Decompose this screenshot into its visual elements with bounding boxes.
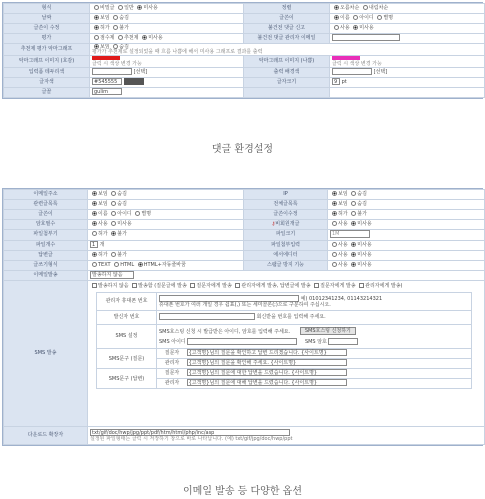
label-font-family: 글꼴: [4, 87, 90, 97]
radio-w-name[interactable]: [92, 211, 97, 216]
radio-ai-use[interactable]: [332, 242, 337, 247]
good-color-swatch[interactable]: [92, 56, 120, 60]
font-family-cell: [90, 87, 244, 97]
bad-color-swatch[interactable]: [332, 56, 360, 60]
radio-ip-hide[interactable]: [351, 191, 356, 196]
label-font-size: 글자크기: [244, 77, 330, 87]
radio-all-show[interactable]: [332, 201, 337, 206]
spam-radios[interactable]: 사용 미사용: [328, 260, 485, 270]
admin-phone-input[interactable]: [159, 295, 299, 302]
border-color-cell: [90, 67, 244, 77]
radio-attach-deny[interactable]: [111, 231, 116, 236]
sms-id-input[interactable]: [187, 338, 297, 345]
sms-setting-label: SMS 설정: [97, 325, 157, 349]
radio-show[interactable]: [94, 15, 99, 20]
radio-reply-allow[interactable]: [92, 252, 97, 257]
radio-all-hide[interactable]: [351, 201, 356, 206]
radio-asc[interactable]: [334, 5, 339, 10]
label-admin-email: 불건전 댓글 관리자 이메일: [244, 34, 330, 44]
caption-comment-settings: 댓글 환경설정: [211, 144, 274, 155]
check-a-asker[interactable]: [314, 283, 319, 288]
label-guest-post: ⚷비회원개글: [244, 220, 328, 230]
radio-editor-nouse[interactable]: [351, 252, 356, 257]
file-count-cell: [88, 240, 244, 250]
label-email: 이메일주소: [4, 190, 88, 200]
radio-editor-use[interactable]: [332, 252, 337, 257]
label-attach: 파일첨부기: [4, 230, 88, 241]
label-reply: 답변글: [4, 250, 88, 260]
writer-radios[interactable]: 이름 아이디 별명: [330, 14, 485, 24]
label-download: 다운로드 확장자: [4, 427, 88, 445]
label-pw-required: 암호필수: [4, 220, 88, 230]
sms-q-label: SMS문구 (질문): [97, 349, 157, 369]
radio-hide[interactable]: [113, 15, 118, 20]
label-sort: 정렬: [244, 4, 330, 14]
radio-related-hide[interactable]: [111, 201, 116, 206]
radio-ip-show[interactable]: [332, 191, 337, 196]
good-image-cell: [90, 56, 244, 68]
border-color-select-link[interactable]: [선택]: [133, 68, 148, 75]
label-file-size: 파일크기: [244, 230, 328, 241]
check-a-admin[interactable]: [359, 283, 364, 288]
label-all-list: 전체글목록: [244, 200, 328, 210]
check-q-asker[interactable]: [190, 283, 195, 288]
font-color-swatch[interactable]: [124, 78, 144, 85]
sms-subtable: [96, 292, 472, 389]
rating-radios[interactable]: 점수제 추천제 미사용: [90, 34, 244, 44]
label-email-send: 이메일발송: [4, 270, 88, 281]
font-color-input[interactable]: #545555: [92, 78, 122, 85]
sms-a1-cell: 질문자 {고객명}님의 질문에 대한 답변을 드렸습니다. {사이트명}: [157, 369, 472, 379]
date-radios[interactable]: 보임 숨김: [90, 14, 244, 24]
label-graph: 추천제 평가 악마그래프: [4, 44, 90, 56]
file-count-unit: 개: [99, 241, 105, 248]
radio-name[interactable]: [334, 15, 339, 20]
label-related: 관련글목록: [4, 200, 88, 210]
format-radios[interactable]: 비밀글 일반 미사용: [90, 4, 244, 14]
guest-post-radios[interactable]: 사용 미사용: [328, 220, 485, 230]
radio-desc[interactable]: [363, 5, 368, 10]
radio-reply-deny[interactable]: [111, 252, 116, 257]
file-size-cell: [328, 230, 485, 241]
label-good-image: 악마그래프 이미지 (호감): [4, 56, 90, 68]
radio-unused[interactable]: [137, 5, 142, 10]
label-rating: 평가: [4, 34, 90, 44]
sms-setting-cell: SMS호스팅 신청 시 발급받은 아이디, 암호를 입력해 주세요. SMS호스팅 신청하기 SMS 아이디 SMS 암호: [157, 325, 472, 349]
font-size-unit: pt: [341, 78, 347, 85]
sms-q1-input[interactable]: {고객명}님의 질문을 확인하고 답변 드리겠습니다. {사이트명}: [187, 349, 347, 356]
font-family-input[interactable]: gulim: [92, 88, 122, 95]
graph-cell: 보임 숨김 평가가 추천제로 설정되었을 때 흐름 나쁨에 해서 미사용 그래프로 결과를 출력: [90, 44, 485, 56]
sms-apply-button[interactable]: SMS호스팅 신청하기: [300, 327, 356, 335]
download-note: 설정된 파일형태는 클릭 시 저장하기 창으로 바로 나타납니다. (예) txt/gif/jpg/doc/hwp/ppt: [90, 436, 293, 442]
label-report: 불건전 댓글 신고: [244, 24, 330, 34]
sms-a2-input[interactable]: {고객명}님의 질문에 대해 답변을 드렸습니다. {사이트명}: [187, 379, 347, 386]
radio-related-show[interactable]: [92, 201, 97, 206]
sms-pw-input[interactable]: [328, 338, 358, 345]
bg-color-cell: [330, 67, 485, 77]
sms-cell: [88, 281, 485, 427]
file-size-select[interactable]: 1M: [330, 230, 370, 238]
radio-pw-nouse[interactable]: [111, 221, 116, 226]
pw-required-radios[interactable]: 사용 미사용: [88, 220, 244, 230]
radio-score[interactable]: [94, 35, 99, 40]
sms-q2-input[interactable]: {고객명}님의 질문을 확인해 주세요. {사이트명}: [187, 359, 347, 366]
label-writer-edit: 글쓴이 수정: [4, 24, 90, 34]
bad-note: 클릭 시 색상 변경 가능: [332, 60, 382, 67]
sort-radios[interactable]: 오름차순 내림차순: [330, 4, 485, 14]
radio-normal[interactable]: [118, 5, 123, 10]
radio-we-deny[interactable]: [351, 211, 356, 216]
sender-cell: 회신받을 번호를 입력해 주세요.: [157, 311, 472, 325]
label-bg-color: 출력 배경색: [244, 67, 330, 77]
label-writer-edit2: 글쓴이수정: [244, 210, 328, 220]
label-format: 형식: [4, 4, 90, 14]
email-radios[interactable]: 보임 숨김: [88, 190, 244, 200]
radio-recommend[interactable]: [118, 35, 123, 40]
key-icon: ⚷: [271, 221, 276, 227]
radio-html[interactable]: [114, 262, 119, 267]
related-radios[interactable]: 보임 숨김: [88, 200, 244, 210]
attach-radios[interactable]: 허가 불가: [88, 230, 244, 241]
label-date: 날짜: [4, 14, 90, 24]
border-color-input[interactable]: [92, 68, 132, 75]
writer-edit-radios[interactable]: 허가 불가: [90, 24, 244, 34]
radio-attach-allow[interactable]: [92, 231, 97, 236]
empty-label: [244, 87, 330, 97]
ip-radios[interactable]: 보임 숨김: [328, 190, 485, 200]
check-no-send[interactable]: [92, 283, 97, 288]
radio-guest-nouse[interactable]: [351, 221, 356, 226]
report-radios[interactable]: 사용 미사용: [330, 24, 485, 34]
bad-image-cell: [330, 56, 485, 68]
download-cell: [88, 427, 485, 445]
editor-radios[interactable]: 사용 미사용: [328, 250, 485, 260]
radio-pw-use[interactable]: [92, 221, 97, 226]
download-ext-input[interactable]: txt/gif/doc/hwp/jpg/ppt/pdf/htm/html/php/inc/asp: [90, 429, 290, 436]
writer2-radios[interactable]: 이름 아이디 별명: [88, 210, 244, 220]
font-color-cell: [90, 77, 244, 87]
radio-spam-use[interactable]: [332, 262, 337, 267]
email-send-cell: [88, 270, 485, 281]
sender-input[interactable]: [159, 313, 255, 320]
radio-email-show[interactable]: [92, 191, 97, 196]
admin-email-input[interactable]: [332, 34, 400, 41]
email-send-select[interactable]: 발송하지 않음: [90, 271, 134, 279]
bg-color-input[interactable]: [332, 68, 372, 75]
radio-allow[interactable]: [94, 25, 99, 30]
attach-input-radios[interactable]: 사용 미사용: [328, 240, 485, 250]
radio-html-br[interactable]: [138, 262, 143, 267]
empty-value: [330, 87, 485, 97]
label-editor: 에서에디터: [244, 250, 328, 260]
bg-color-select-link[interactable]: [선택]: [373, 68, 388, 75]
label-writer: 글쓴이: [244, 14, 330, 24]
radio-deny[interactable]: [113, 25, 118, 30]
board-options-panel: [2, 188, 483, 446]
label-write-format: 글쓰기형식: [4, 260, 88, 270]
board-options-table: [3, 189, 485, 445]
sms-a1-input[interactable]: {고객명}님의 질문에 대한 답변을 드렸습니다. {사이트명}: [187, 369, 347, 376]
radio-w-nick[interactable]: [135, 211, 140, 216]
sms-q1-cell: 질문자 {고객명}님의 질문을 확인하고 답변 드리겠습니다. {사이트명}: [157, 349, 472, 359]
radio-we-allow[interactable]: [332, 211, 337, 216]
label-spam: 스팸글 방지 기능: [244, 260, 328, 270]
radio-id[interactable]: [353, 15, 358, 20]
radio-nick[interactable]: [377, 15, 382, 20]
comment-settings-panel: [2, 2, 483, 99]
admin-phone-cell: 예) 01012341234, 01143214321 휴대폰 번호가 여러 개일 경우 쉼표(,) 또는 세미콜론(;)으로 구분하여 주십시오.: [157, 293, 472, 311]
label-writer2: 글쓴이: [4, 210, 88, 220]
radio-w-id[interactable]: [111, 211, 116, 216]
writer-edit2-radios[interactable]: 허가 불가: [328, 210, 485, 220]
font-size-cell: [330, 77, 485, 87]
caption-board-options: 이메일 발송 등 다양한 옵션: [183, 486, 302, 497]
sms-a2-cell: 관리자 {고객명}님의 질문에 대해 답변을 드렸습니다. {사이트명}: [157, 379, 472, 389]
check-send[interactable]: [132, 283, 137, 288]
admin-phone-label: 관리자 휴대폰 번호: [97, 293, 157, 311]
label-attach-input: 파일첨부입력: [244, 240, 328, 250]
comment-settings-table: [3, 3, 485, 98]
radio-rating-unused[interactable]: [142, 35, 147, 40]
label-font-color: 글자색: [4, 77, 90, 87]
sms-a-label: SMS문구 (답변): [97, 369, 157, 389]
radio-guest-use[interactable]: [332, 221, 337, 226]
sender-label: 발신자 번호: [97, 311, 157, 325]
label-sms: SMS 발송: [4, 281, 88, 427]
radio-email-hide[interactable]: [111, 191, 116, 196]
write-format-radios[interactable]: TEXT HTML HTML+자동줄바꿈: [88, 260, 244, 270]
label-border-color: 입력폼 테두리색: [4, 67, 90, 77]
font-size-input[interactable]: 9: [332, 78, 340, 85]
radio-secret[interactable]: [94, 5, 99, 10]
label-ip: IP: [244, 190, 328, 200]
label-file-count: 파일개수: [4, 240, 88, 250]
good-note: 클릭 시 색상 변경 가능: [92, 60, 142, 67]
sms-checks: 발송하지 않음 발송함 (질문글에 발송 질문자에게 발송 관리자에게 발송, 답변글에 발송 질문자에게 발송 관리자에게 발송): [90, 282, 482, 292]
sms-q2-cell: 관리자 {고객명}님의 질문을 확인해 주세요. {사이트명}: [157, 359, 472, 369]
admin-email-cell: [330, 34, 485, 44]
radio-ai-nouse[interactable]: [351, 242, 356, 247]
check-q-admin[interactable]: [235, 283, 240, 288]
reply-radios[interactable]: 허가 불가: [88, 250, 244, 260]
radio-text[interactable]: [92, 262, 97, 267]
graph-note: 평가가 추천제로 설정되었을 때 흐름 나쁨에 해서 미사용 그래프로 결과를 출력: [92, 49, 263, 55]
label-bad-image: 악마그래프 이미지 (나쁨): [244, 56, 330, 68]
radio-use[interactable]: [334, 25, 339, 30]
all-list-radios[interactable]: 보임 숨김: [328, 200, 485, 210]
radio-spam-nouse[interactable]: [351, 262, 356, 267]
file-count-input[interactable]: 1: [90, 241, 98, 248]
radio-nouse[interactable]: [353, 25, 358, 30]
